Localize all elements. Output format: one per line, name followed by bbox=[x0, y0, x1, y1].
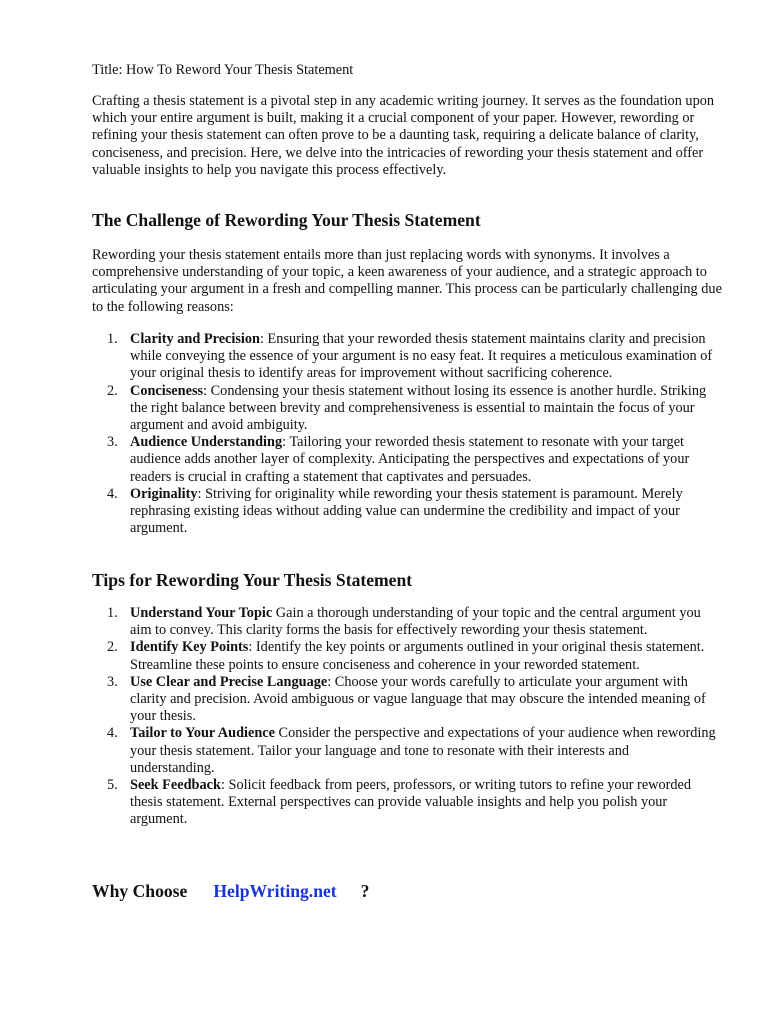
list-text: Condensing your thesis statement without losing its essence is another hurdle. Striking the right balance between brevity and comprehensiveness is essential to maintain the focus of your argument and avoid ambiguity. bbox=[130, 382, 707, 434]
list-item bbox=[92, 777, 716, 829]
list-item bbox=[92, 605, 716, 639]
list-term: Tailor to Your Audience bbox=[130, 725, 275, 742]
list-separator: : bbox=[260, 331, 264, 347]
list-item bbox=[92, 725, 716, 777]
list-term: Audience Understanding bbox=[130, 434, 283, 451]
tips-list bbox=[92, 605, 716, 829]
why-choose-suffix: ? bbox=[360, 881, 370, 901]
why-choose-prefix: Why Choose bbox=[92, 881, 188, 901]
list-separator: : bbox=[248, 639, 253, 656]
list-number: 2. bbox=[107, 639, 118, 656]
list-term: Conciseness bbox=[130, 382, 204, 399]
list-number: 4. bbox=[107, 725, 118, 742]
list-number: 4. bbox=[107, 485, 118, 502]
list-item bbox=[92, 434, 716, 486]
intro-paragraph bbox=[92, 93, 732, 179]
list-text: Solicit feedback from peers, professors, or writing tutors to refine your reworded thesis statement. External perspectives can provide valuable insights and help you polish your argument. bbox=[130, 777, 692, 828]
why-choose-heading bbox=[92, 880, 369, 902]
intro-text: Crafting a thesis statement is a pivotal step in any academic writing journey. It serves as the foundation upon which your entire argument is built, making it a crucial component of your paper. However, rewording or refining your thesis statement can often prove to be a daunting task, requiring a delicate balance of clarity, conciseness, and precision. Here, we delve into the intricacies of rewording your thesis statement and offer valuable insights to help you navigate this process effectively. bbox=[92, 93, 715, 178]
list-separator: : bbox=[327, 673, 332, 690]
list-separator: : bbox=[220, 777, 225, 794]
list-number: 1. bbox=[107, 331, 118, 347]
list-item bbox=[92, 331, 716, 383]
list-item bbox=[92, 674, 716, 726]
list-text: Tailoring your reworded thesis statement to resonate with your target audience adds another layer of complexity. Anticipating the perspectives and expectations of your readers is crucial in crafting a statement that captivates and persuades. bbox=[130, 434, 690, 485]
list-term: Clarity and Precision bbox=[130, 331, 260, 347]
list-text: Ensuring that your reworded thesis statement maintains clarity and precision while conveying the essence of your argument is no easy feat. It requires a meticulous examination of your original thesis to identify areas for improvement without sacrificing coherence. bbox=[130, 331, 713, 382]
list-term: Identify Key Points bbox=[130, 639, 249, 656]
list-separator: : bbox=[197, 485, 202, 502]
list-number: 1. bbox=[107, 605, 118, 621]
list-text: Gain a thorough understanding of your topic and the central argument you aim to convey. This clarity forms the basis for effectively rewording your thesis statement. bbox=[130, 605, 701, 639]
list-number: 3. bbox=[107, 673, 118, 690]
list-item bbox=[92, 486, 716, 538]
list-number: 3. bbox=[107, 434, 118, 451]
challenge-list bbox=[92, 331, 716, 537]
document-title: Title: How To Reword Your Thesis Statement bbox=[92, 62, 354, 78]
list-term: Seek Feedback bbox=[130, 777, 221, 794]
section-heading-challenge: The Challenge of Rewording Your Thesis Statement bbox=[92, 210, 481, 230]
brand-link[interactable]: HelpWriting.net bbox=[213, 881, 337, 901]
list-term: Use Clear and Precise Language bbox=[130, 673, 328, 690]
list-term: Originality bbox=[130, 485, 198, 502]
list-term: Understand Your Topic bbox=[130, 605, 273, 621]
list-item bbox=[92, 383, 716, 435]
list-text: Striving for originality while rewording your thesis statement is paramount. Merely rephrasing existing ideas without adding value can undermine the credibility and impact of your argument. bbox=[130, 485, 683, 537]
section-heading-tips: Tips for Rewording Your Thesis Statement bbox=[92, 570, 413, 590]
list-text: Consider the perspective and expectations of your audience when rewording your thesis statement. Tailor your language and tone to resonate with their interests and understanding. bbox=[130, 725, 716, 776]
list-separator: : bbox=[203, 382, 208, 399]
list-separator: : bbox=[282, 434, 287, 451]
list-text: Choose your words carefully to articulate your argument with clarity and precision. Avoid ambiguous or vague language that may obscure the intended meaning of your thesis. bbox=[130, 673, 706, 725]
challenge-paragraph: Rewording your thesis statement entails more than just replacing words with synonyms. It involves a comprehensive understanding of your topic, a keen awareness of your audience, and a strategic approach to articulating your argument in a fresh and compelling manner. This process can be particularly challenging due to the following reasons: bbox=[92, 247, 722, 315]
list-number: 2. bbox=[107, 382, 118, 399]
list-text: Identify the key points or arguments outlined in your original thesis statement. Streamline these points to ensure conciseness and coherence in your reworded statement. bbox=[130, 639, 705, 673]
list-item bbox=[92, 639, 716, 673]
list-number: 5. bbox=[107, 777, 118, 794]
